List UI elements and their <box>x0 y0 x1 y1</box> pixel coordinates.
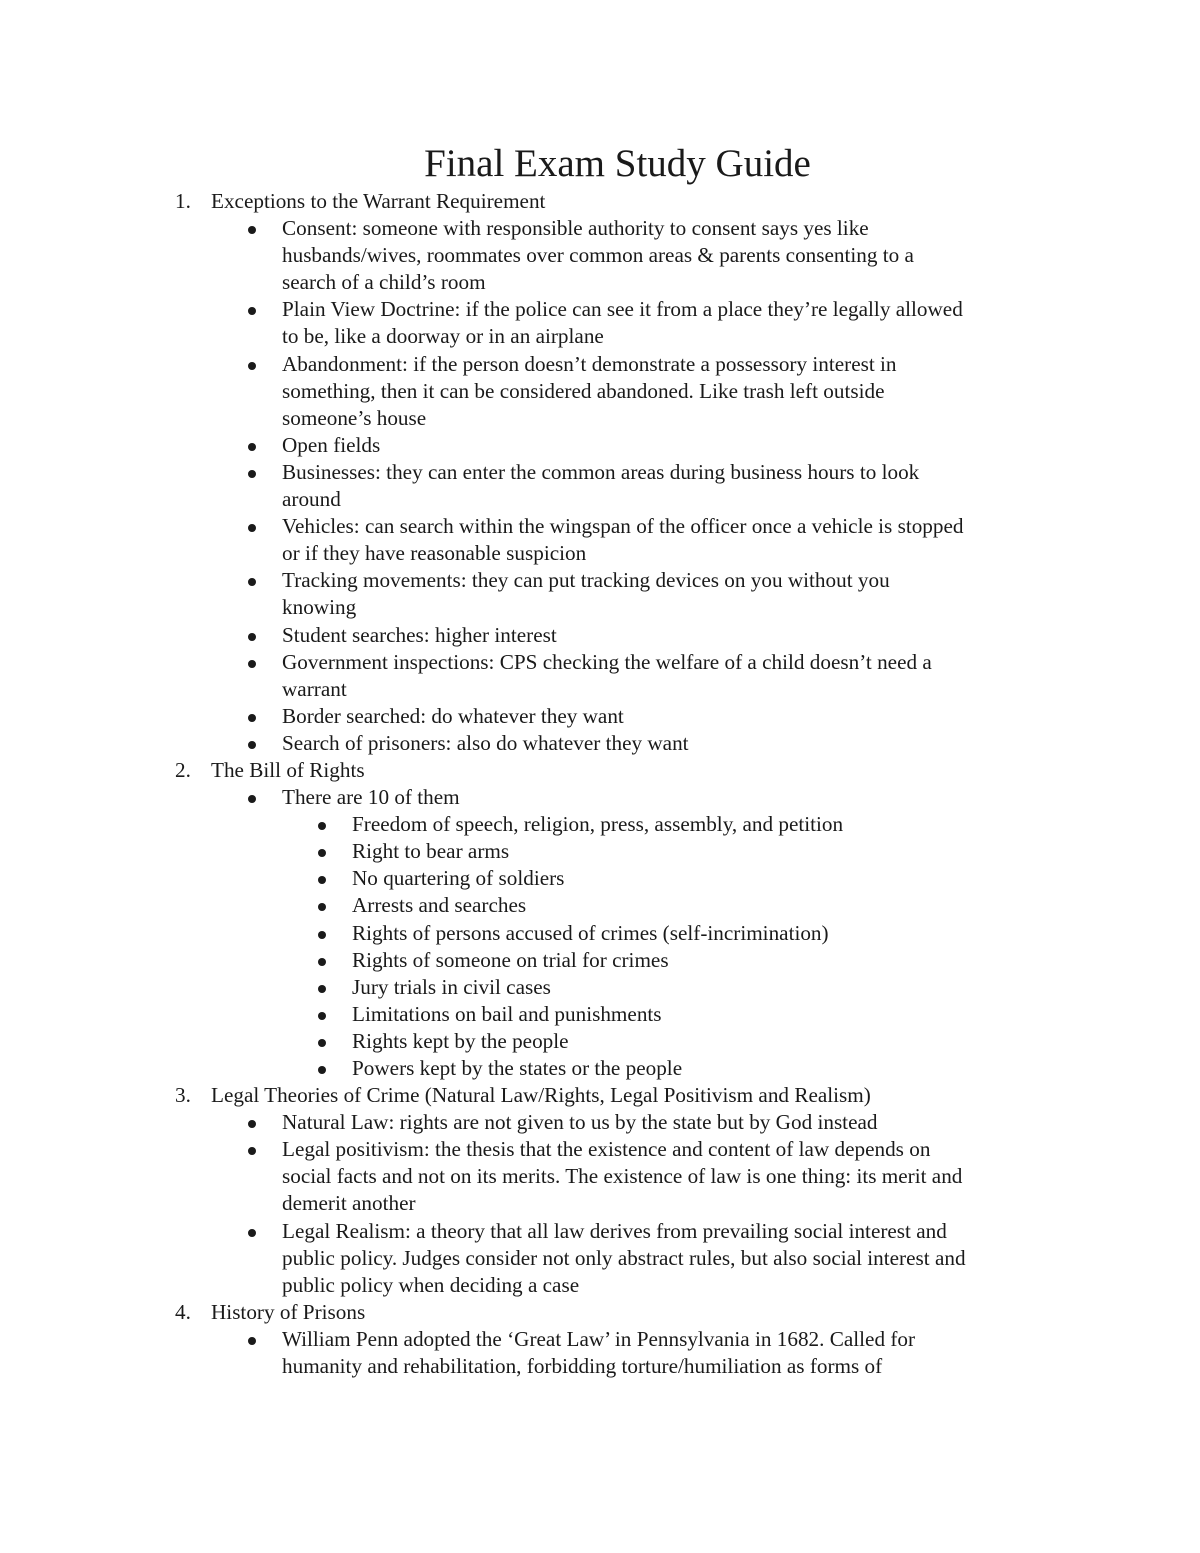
text-line <box>0 920 1200 947</box>
text-line <box>0 1163 1200 1190</box>
text-line <box>0 459 1200 486</box>
bullet-icon <box>318 903 326 911</box>
list-item-text: social facts and not on its merits. The existence of law is one thing: its merit and <box>282 1164 963 1189</box>
bullet-icon <box>248 524 256 532</box>
section-number: 2. <box>175 757 191 782</box>
text-line <box>0 1326 1200 1353</box>
bullet-icon <box>248 741 256 749</box>
section-number: 3. <box>175 1083 191 1108</box>
text-line <box>0 540 1200 567</box>
list-item-text: Search of prisoners: also do whatever they want <box>282 730 689 755</box>
text-line <box>0 296 1200 323</box>
text-line <box>0 269 1200 296</box>
text-line <box>0 1190 1200 1217</box>
bullet-icon <box>248 307 256 315</box>
list-item-text: public policy when deciding a case <box>282 1272 580 1297</box>
list-item-text: Tracking movements: they can put tracking devices on you without you <box>282 568 890 593</box>
text-line <box>0 1028 1200 1055</box>
list-item-text: Natural Law: rights are not given to us by the state but by God instead <box>282 1110 878 1135</box>
list-item-text: Legal positivism: the thesis that the existence and content of law depends on <box>282 1137 931 1162</box>
bullet-icon <box>248 660 256 668</box>
sub-list-item-text: Rights of persons accused of crimes (self-incrimination) <box>352 920 829 945</box>
sub-list-item-text: Limitations on bail and punishments <box>352 1001 662 1026</box>
text-line <box>0 486 1200 513</box>
sub-list-item-text: No quartering of soldiers <box>352 866 565 891</box>
text-line <box>0 703 1200 730</box>
list-item-text: public policy. Judges consider not only abstract rules, but also social interest and <box>282 1245 966 1270</box>
text-line <box>0 865 1200 892</box>
sub-list-item-text: Powers kept by the states or the people <box>352 1056 683 1080</box>
list-item-text: Plain View Doctrine: if the police can see it from a place they’re legally allowed <box>282 297 963 322</box>
sub-list-item-text: Freedom of speech, religion, press, assembly, and petition <box>352 812 844 837</box>
text-line <box>0 1082 1200 1109</box>
list-item-text: something, then it can be considered abandoned. Like trash left outside <box>282 378 885 403</box>
list-item-text: demerit another <box>282 1191 416 1216</box>
section-heading: Legal Theories of Crime (Natural Law/Rights, Legal Positivism and Realism) <box>211 1083 871 1108</box>
text-line <box>0 1218 1200 1245</box>
bullet-icon <box>248 795 256 803</box>
text-line <box>0 432 1200 459</box>
sub-list-item-text: Right to bear arms <box>352 839 510 864</box>
section-heading: The Bill of Rights <box>211 757 365 782</box>
sub-list-item-text: Arrests and searches <box>352 893 527 918</box>
text-line <box>0 594 1200 621</box>
list-item-text: There are 10 of them <box>282 785 460 810</box>
section-heading: History of Prisons <box>211 1299 366 1324</box>
text-line <box>0 188 1200 215</box>
text-line <box>0 1136 1200 1163</box>
text-line <box>0 242 1200 269</box>
bullet-icon <box>248 443 256 451</box>
text-line <box>0 215 1200 242</box>
bullet-icon <box>318 1012 326 1020</box>
bullet-icon <box>248 1120 256 1128</box>
bullet-icon <box>318 1066 326 1074</box>
section-number: 1. <box>175 189 191 213</box>
text-line <box>0 784 1200 811</box>
text-line <box>0 676 1200 703</box>
bullet-icon <box>248 633 256 641</box>
text-line <box>0 513 1200 540</box>
bullet-icon <box>248 714 256 722</box>
list-item-text: Consent: someone with responsible authority to consent says yes like <box>282 216 869 241</box>
list-item-text: Vehicles: can search within the wingspan of the officer once a vehicle is stopped <box>282 514 964 539</box>
list-item-text: humanity and rehabilitation, forbidding torture/humiliation as forms of <box>282 1354 883 1379</box>
bullet-icon <box>248 1337 256 1345</box>
list-item-text: search of a child’s room <box>282 270 486 295</box>
text-line <box>0 649 1200 676</box>
bullet-icon <box>318 1039 326 1047</box>
bullet-icon <box>248 362 256 370</box>
text-line <box>0 1272 1200 1299</box>
list-item-text: someone’s house <box>282 405 427 430</box>
text-line <box>0 838 1200 865</box>
section-number: 4. <box>175 1299 191 1324</box>
list-item-text: Government inspections: CPS checking the welfare of a child doesn’t need a <box>282 649 932 674</box>
text-line <box>0 757 1200 784</box>
list-item-text: Student searches: higher interest <box>282 622 557 647</box>
text-line <box>0 1353 1200 1380</box>
text-line <box>0 378 1200 405</box>
bullet-icon <box>318 876 326 884</box>
bullet-icon <box>318 822 326 830</box>
list-item-text: or if they have reasonable suspicion <box>282 541 587 566</box>
text-line <box>0 811 1200 838</box>
text-line <box>0 730 1200 757</box>
text-line <box>0 1001 1200 1028</box>
list-item-text: Border searched: do whatever they want <box>282 703 624 728</box>
text-line <box>0 351 1200 378</box>
text-line <box>0 974 1200 1001</box>
text-line <box>0 1245 1200 1272</box>
bullet-icon <box>248 470 256 478</box>
bullet-icon <box>318 931 326 939</box>
list-item-text: around <box>282 487 341 512</box>
list-item-text: Businesses: they can enter the common areas during business hours to look <box>282 459 920 484</box>
text-line <box>0 947 1200 974</box>
list-item-text: Legal Realism: a theory that all law derives from prevailing social interest and <box>282 1218 947 1243</box>
text-line <box>0 1109 1200 1136</box>
sub-list-item-text: Jury trials in civil cases <box>352 974 551 999</box>
section-heading: Exceptions to the Warrant Requirement <box>211 189 546 213</box>
bullet-icon <box>248 226 256 234</box>
bullet-icon <box>248 578 256 586</box>
text-line <box>0 1299 1200 1326</box>
text-line <box>0 567 1200 594</box>
text-line <box>0 1055 1200 1082</box>
bullet-icon <box>248 1147 256 1155</box>
sub-list-item-text: Rights of someone on trial for crimes <box>352 947 669 972</box>
bullet-icon <box>318 849 326 857</box>
sub-list-item-text: Rights kept by the people <box>352 1028 569 1053</box>
list-item-text: Open fields <box>282 432 381 457</box>
list-item-text: William Penn adopted the ‘Great Law’ in Pennsylvania in 1682. Called for <box>282 1326 916 1351</box>
list-item-text: husbands/wives, roommates over common areas & parents consenting to a <box>282 243 914 268</box>
outline-list <box>0 188 1200 1380</box>
page-title: Final Exam Study Guide <box>424 142 811 185</box>
text-line <box>0 323 1200 350</box>
text-line <box>0 622 1200 649</box>
bullet-icon <box>318 985 326 993</box>
bullet-icon <box>248 1229 256 1237</box>
text-line <box>0 405 1200 432</box>
list-item-text: knowing <box>282 595 357 620</box>
bullet-icon <box>318 958 326 966</box>
list-item-text: warrant <box>282 676 347 701</box>
list-item-text: Abandonment: if the person doesn’t demonstrate a possessory interest in <box>282 351 897 376</box>
text-line <box>0 892 1200 919</box>
list-item-text: to be, like a doorway or in an airplane <box>282 324 604 349</box>
